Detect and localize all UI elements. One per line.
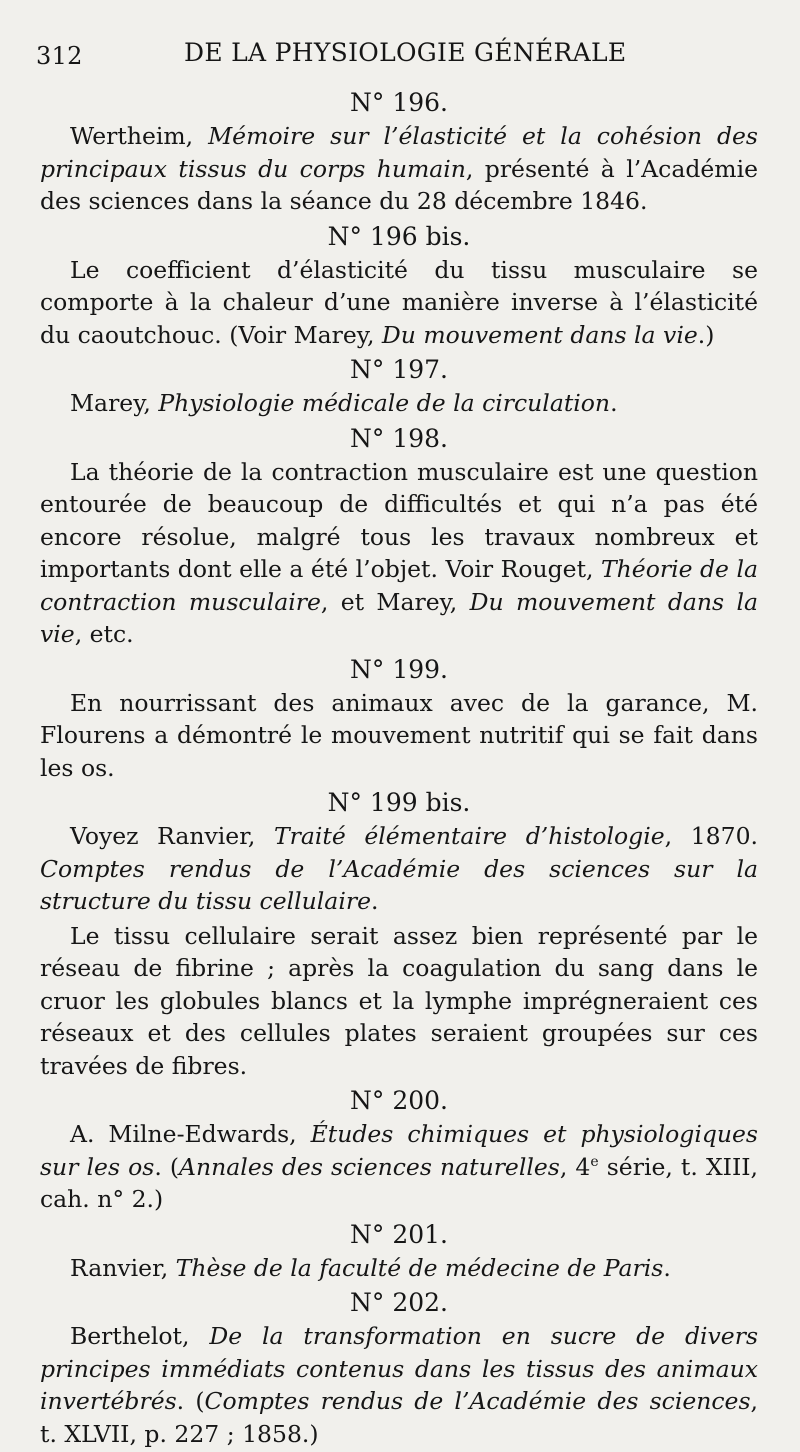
entry-number: N° 198. (350, 423, 448, 453)
entry-number: N° 199. (350, 654, 448, 684)
entry-number: N° 202. (350, 1288, 448, 1317)
entry-number: N° 196. (350, 88, 448, 117)
entry-text: Le coefficient d’élasticité du tissu musculaire se comporte à la chaleur d’une manière inverse à l’élasticité du caoutchouc. (Voir Marey, Du mouvement dans la vie.) (40, 255, 758, 349)
page-number: 312 (36, 42, 83, 70)
entry-number: N° 201. (350, 1219, 448, 1249)
page-header (36, 38, 770, 78)
entry-number: N° 197. (350, 355, 448, 384)
entry-text: Ranvier, Thèse de la faculté de médecine de Paris. (70, 1253, 671, 1282)
entry-number: N° 196 bis. (327, 221, 471, 251)
entry-text: Voyez Ranvier, Traité élémentaire d’histologie, 1870. Comptes rendus de l’Académie des sciences sur la structure du tissu cellulaire. (40, 822, 758, 915)
entry-text-continued: Le tissu cellulaire serait assez bien représenté par le réseau de fibrine ; après la coagulation du sang dans le cruor les globules blancs et la lymphe imprégneraient ces réseaux et des cellules plates seraient groupées sur ces travées de fibres. (40, 921, 758, 1080)
entry-text: A. Milne-Edwards, Études chimiques et physiologiques sur les os. (Annales des sciences naturelles, 4e série, t. XIII, cah. n° 2.) (40, 1120, 758, 1213)
entry-text: La théorie de la contraction musculaire est une question entourée de beaucoup de difficultés et qui n’a pas été encore résolue, malgré tous les travaux nombreux et importants dont elle a été l’objet. Voir Rouget, Théorie de la contraction musculaire, et Marey, Du mouvement dans la vie, etc. (40, 457, 759, 648)
running-title: DE LA PHYSIOLOGIE GÉNÉRALE (184, 38, 627, 67)
entry-text: Berthelot, De la transformation en sucre de divers principes immédiats contenus dans les tissus des animaux invertébrés. (Comptes rendus de l’Académie des sciences, t. XLVII, p. 227 ; 1858.) (40, 1322, 759, 1448)
entry-text: Wertheim, Mémoire sur l’élasticité et la cohésion des principaux tissus du corps humain, présenté à l’Académie des sciences dans la séance du 28 décembre 1846. (40, 122, 758, 215)
entry-text: Marey, Physiologie médicale de la circulation. (70, 389, 618, 417)
notes-body (40, 86, 758, 1452)
entry-number: N° 199 bis. (327, 788, 471, 817)
entry-number: N° 200. (350, 1086, 448, 1115)
entry-text: En nourrissant des animaux avec de la garance, M. Flourens a démontré le mouvement nutritif qui se fait dans les os. (40, 688, 758, 782)
